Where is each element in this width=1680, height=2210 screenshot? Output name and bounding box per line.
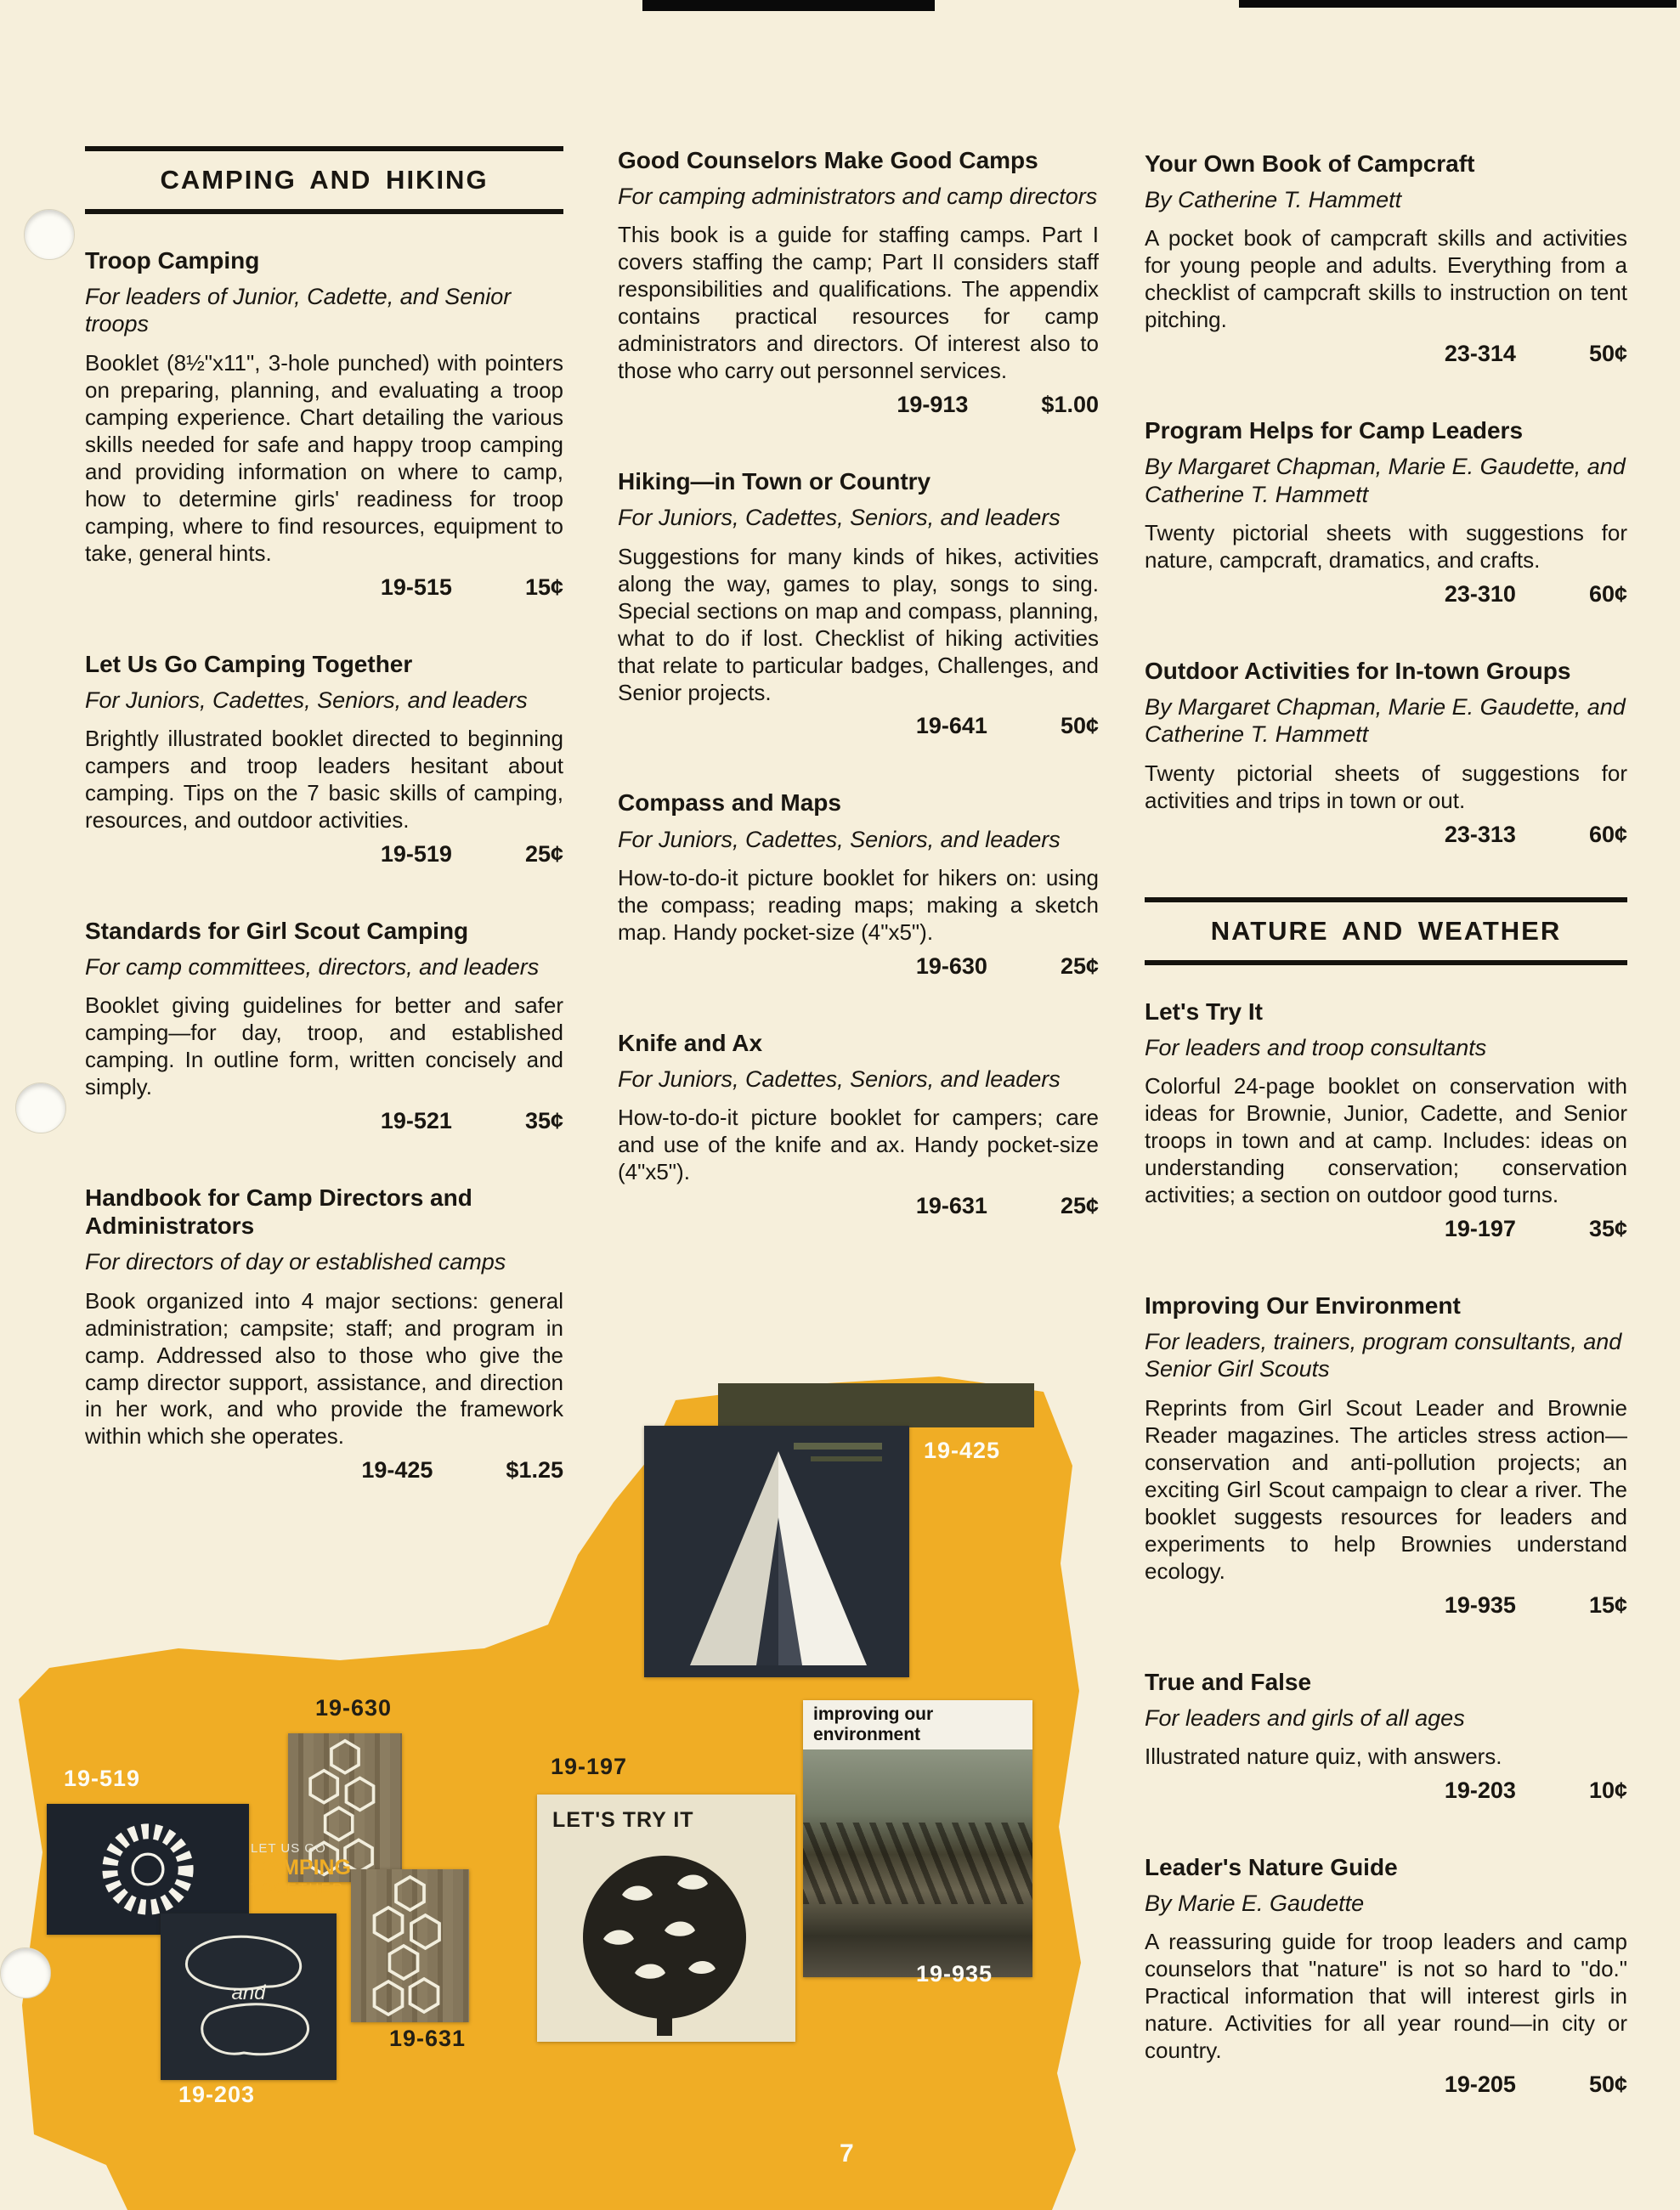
binder-hole	[15, 1082, 66, 1133]
book-cover-knife-and-ax	[351, 1869, 469, 2022]
entry-price: 25¢	[524, 840, 563, 867]
entry-pricing	[618, 713, 1099, 739]
section-header-nature: NATURE AND WEATHER	[1145, 897, 1627, 965]
entry-price: 35¢	[1588, 1216, 1627, 1242]
cover-title: LET'S TRY IT	[552, 1808, 694, 1832]
entry-title: True and False	[1145, 1668, 1312, 1695]
entry-subtitle: For camping administrators and camp directors	[618, 184, 1098, 210]
column-camping	[85, 146, 563, 1533]
photo-strip	[718, 1383, 1034, 1427]
entry-price: 25¢	[1060, 952, 1099, 979]
entry-subtitle: For leaders of Junior, Cadette, and Senior troops	[85, 284, 512, 337]
catalog-entry	[618, 788, 1099, 979]
entry-pricing	[618, 392, 1099, 418]
entry-code: 19-203	[1444, 1778, 1516, 1804]
page-number: 7	[840, 2139, 854, 2168]
entry-price: 50¢	[1588, 341, 1627, 367]
entry-pricing	[1145, 581, 1627, 608]
entry-subtitle: By Marie E. Gaudette	[1145, 1891, 1365, 1917]
entry-code: 19-935	[1444, 1591, 1516, 1618]
entry-subtitle: For Juniors, Cadettes, Seniors, and leaders	[618, 826, 1061, 852]
entry-body: How-to-do-it picture booklet for campers; care and use of the knife and ax. Handy pocket-size (4"x5").	[618, 1105, 1099, 1185]
entry-body: A reassuring guide for troop leaders and camp counselors that "nature" is not so hard to "do." Practical information that will interest girls in nature. Activities for all year round—in city or country.	[1145, 1929, 1627, 2064]
entry-title: Leader's Nature Guide	[1145, 1854, 1398, 1881]
entry-code: 19-631	[915, 1193, 987, 1219]
catalog-entry	[1145, 1853, 1627, 2098]
entry-pricing	[1145, 341, 1627, 367]
entry-body: Brightly illustrated booklet directed to beginning campers and troop leaders hesitant about camping. Tips on the 7 basic skills of camping, resources, and outdoor activities.	[85, 725, 563, 833]
entry-body: How-to-do-it picture booklet for hikers on: using the compass; reading maps; making a sketch map. Handy pocket-size (4"x5").	[618, 864, 1099, 945]
entry-code: 19-197	[1444, 1216, 1516, 1242]
section-header-camping: CAMPING AND HIKING	[85, 146, 563, 214]
entry-code: 19-641	[915, 713, 987, 739]
entry-pricing	[1145, 2072, 1627, 2098]
entry-pricing	[1145, 1592, 1627, 1619]
entry-code: 19-521	[380, 1108, 452, 1134]
catalog-entry	[618, 467, 1099, 739]
book-cover-handbook-camp-directors	[644, 1426, 909, 1677]
entry-body: Booklet giving guidelines for better and safer camping—for day, troop, and established camping. In outline form, written concisely and simply.	[85, 992, 563, 1100]
column-middle	[618, 146, 1099, 1269]
catalog-entry	[85, 246, 563, 601]
catalog-entry	[618, 1029, 1099, 1219]
entry-code: 19-425	[361, 1457, 433, 1484]
entry-pricing	[618, 1193, 1099, 1219]
collage-label-19-935: 19-935	[916, 1961, 993, 1987]
entry-title: Outdoor Activities for In-town Groups	[1145, 658, 1571, 685]
entry-subtitle: For leaders and girls of all ages	[1145, 1704, 1465, 1731]
entry-code: 23-313	[1444, 821, 1516, 847]
entry-title: Improving Our Environment	[1145, 1292, 1461, 1320]
entry-price: 15¢	[524, 574, 563, 600]
entry-code: 19-205	[1444, 2072, 1516, 2098]
entry-price: 50¢	[1588, 2072, 1627, 2098]
entry-body: This book is a guide for staffing camps. Part I covers staffing the camp; Part II considers staff responsibilities and qualifications. The appendix contains practical resources for camp administrators and directors. Of interest also to those who carry out personnel services.	[618, 222, 1099, 384]
collage-label-19-425: 19-425	[924, 1438, 1001, 1463]
entry-title: Hiking—in Town or Country	[618, 468, 931, 495]
entries-right-bottom	[1145, 998, 1627, 2099]
entry-body: A pocket book of campcraft skills and activities for young people and adults. Everything from a checklist of campcraft skills to instruction on tent pitching.	[1145, 225, 1627, 333]
entry-subtitle: For leaders and troop consultants	[1145, 1034, 1487, 1060]
cover-word: and	[231, 1981, 266, 2005]
entry-code: 19-913	[897, 392, 969, 418]
entry-price: 15¢	[1588, 1591, 1627, 1618]
entry-pricing	[85, 574, 563, 601]
entries-right-top	[1145, 150, 1627, 848]
entry-subtitle: For leaders, trainers, program consultants, and Senior Girl Scouts	[1145, 1329, 1622, 1382]
catalog-entry	[1145, 657, 1627, 848]
entry-price: 60¢	[1588, 581, 1627, 608]
entry-title: Knife and Ax	[618, 1029, 763, 1056]
cover-text-line: CAMPING	[251, 1856, 352, 1880]
entry-price: 25¢	[1060, 1193, 1099, 1219]
campfire-circle-icon	[57, 1812, 239, 1926]
binder-hole	[0, 1947, 51, 1998]
entry-price: $1.00	[1041, 392, 1099, 418]
cover-title: improving our environment	[813, 1704, 934, 1744]
entry-code: 19-515	[380, 574, 452, 600]
collage-label-19-203: 19-203	[178, 2082, 256, 2107]
entry-subtitle: By Margaret Chapman, Marie E. Gaudette, and Catherine T. Hammett	[1145, 454, 1626, 507]
entry-code: 23-310	[1444, 581, 1516, 608]
scan-artifact	[1239, 0, 1677, 8]
collage-label-19-630: 19-630	[315, 1695, 393, 1721]
catalog-entry	[85, 917, 563, 1134]
entry-title: Good Counselors Make Good Camps	[618, 147, 1038, 173]
catalog-entry	[85, 1184, 563, 1484]
entry-price: 35¢	[524, 1108, 563, 1134]
book-cover-lets-try-it	[537, 1795, 795, 2042]
cover-text-line: LET US GO	[251, 1841, 326, 1857]
book-cover-improving-our-environment	[803, 1700, 1032, 1977]
entry-pricing	[1145, 1778, 1627, 1804]
entry-body: Twenty pictorial sheets with suggestions for nature, campcraft, dramatics, and crafts.	[1145, 520, 1627, 574]
entry-pricing	[618, 953, 1099, 980]
entry-body: Book organized into 4 major sections: general administration; campsite; staff; and program in camp. Addressed also to those who give the camp director support, assistance, and direction in her work, and who provide the framework within which she operates.	[85, 1287, 563, 1450]
collage-label-19-631: 19-631	[389, 2026, 467, 2051]
collage-label-19-197: 19-197	[551, 1754, 628, 1779]
cover-text-line: TOGETHER	[251, 1880, 345, 1897]
log-raft-texture	[803, 1823, 1032, 1904]
entry-subtitle: For camp committees, directors, and leaders	[85, 953, 540, 980]
entry-code: 19-630	[915, 952, 987, 979]
entries-left	[85, 246, 563, 1484]
entry-body: Booklet (8½"x11", 3-hole punched) with pointers on preparing, planning, and evaluating a troop camping experience. Chart detailing the various skills needed for safe and happy troop camping and providing information on where to camp, how to determine girls' readiness for troop camping, where to find resources, equipment to take, general hints.	[85, 349, 563, 566]
entry-title: Let Us Go Camping Together	[85, 650, 413, 677]
catalog-entry	[1145, 150, 1627, 367]
scan-artifact	[642, 0, 935, 11]
entry-body: Suggestions for many kinds of hikes, activities along the way, games to play, songs to sing. Special sections on map and compass, planning, what to do if lost. Checklist of hiking activities that relate to particular badges, Challenges, and Senior projects.	[618, 543, 1099, 705]
entry-price: $1.25	[506, 1457, 563, 1484]
tent-illustration	[644, 1426, 909, 1677]
entry-body: Colorful 24-page booklet on conservation with ideas for Brownie, Junior, Cadette, and Senior troops in town and at camp. Includes: ideas on understanding conservation; conservation activities; a section on outdoor good turns.	[1145, 1073, 1627, 1208]
river-photo	[803, 1749, 1032, 1977]
entry-title: Troop Camping	[85, 247, 260, 274]
entry-subtitle: For Juniors, Cadettes, Seniors, and leaders	[618, 1065, 1061, 1092]
catalog-entry	[1145, 416, 1627, 608]
entry-title: Handbook for Camp Directors and Administrators	[85, 1184, 472, 1240]
entry-subtitle: For Juniors, Cadettes, Seniors, and leaders	[618, 505, 1061, 531]
entry-pricing	[85, 1108, 563, 1134]
entry-pricing	[1145, 822, 1627, 848]
entry-body: Reprints from Girl Scout Leader and Brownie Reader magazines. The articles stress action—conservation and anti-pollution projects; an exciting Girl Scout campaign to clear a river. The booklet suggests resources for leaders and experiments to help Brownies understand ecology.	[1145, 1394, 1627, 1584]
binder-hole	[24, 209, 75, 260]
collage-label-19-519: 19-519	[64, 1766, 141, 1791]
entry-title: Your Own Book of Campcraft	[1145, 150, 1475, 177]
entry-subtitle: For Juniors, Cadettes, Seniors, and leaders	[85, 687, 528, 713]
catalog-entry	[1145, 1668, 1627, 1804]
entry-code: 19-519	[380, 840, 452, 867]
entry-subtitle: By Catherine T. Hammett	[1145, 187, 1402, 213]
entry-subtitle: By Margaret Chapman, Marie E. Gaudette, and Catherine T. Hammett	[1145, 694, 1626, 748]
entries-middle	[618, 146, 1099, 1219]
column-right	[1145, 150, 1627, 2147]
catalog-entry	[618, 146, 1099, 418]
cover-title-block	[251, 1841, 351, 1897]
entry-price: 10¢	[1588, 1778, 1627, 1804]
entry-title: Compass and Maps	[618, 789, 841, 817]
entry-pricing	[1145, 1216, 1627, 1242]
entry-code: 23-314	[1444, 341, 1516, 367]
entry-subtitle: For directors of day or established camps	[85, 1249, 506, 1275]
entry-title: Standards for Girl Scout Camping	[85, 917, 469, 944]
catalog-entry	[1145, 998, 1627, 1242]
entry-price: 60¢	[1588, 821, 1627, 847]
catalog-entry	[1145, 1292, 1627, 1619]
entry-title: Let's Try It	[1145, 998, 1263, 1025]
entry-body: Illustrated nature quiz, with answers.	[1145, 1744, 1502, 1770]
entry-pricing	[85, 1457, 563, 1484]
entry-title: Program Helps for Camp Leaders	[1145, 417, 1524, 444]
entry-pricing	[85, 841, 563, 868]
campcraft-badges-icon	[351, 1869, 469, 2022]
entry-price: 50¢	[1060, 713, 1099, 739]
book-cover-true-and-false	[161, 1913, 337, 2080]
catalog-entry	[85, 650, 563, 868]
entry-body: Twenty pictorial sheets of suggestions for activities and trips in town or out.	[1145, 760, 1627, 813]
